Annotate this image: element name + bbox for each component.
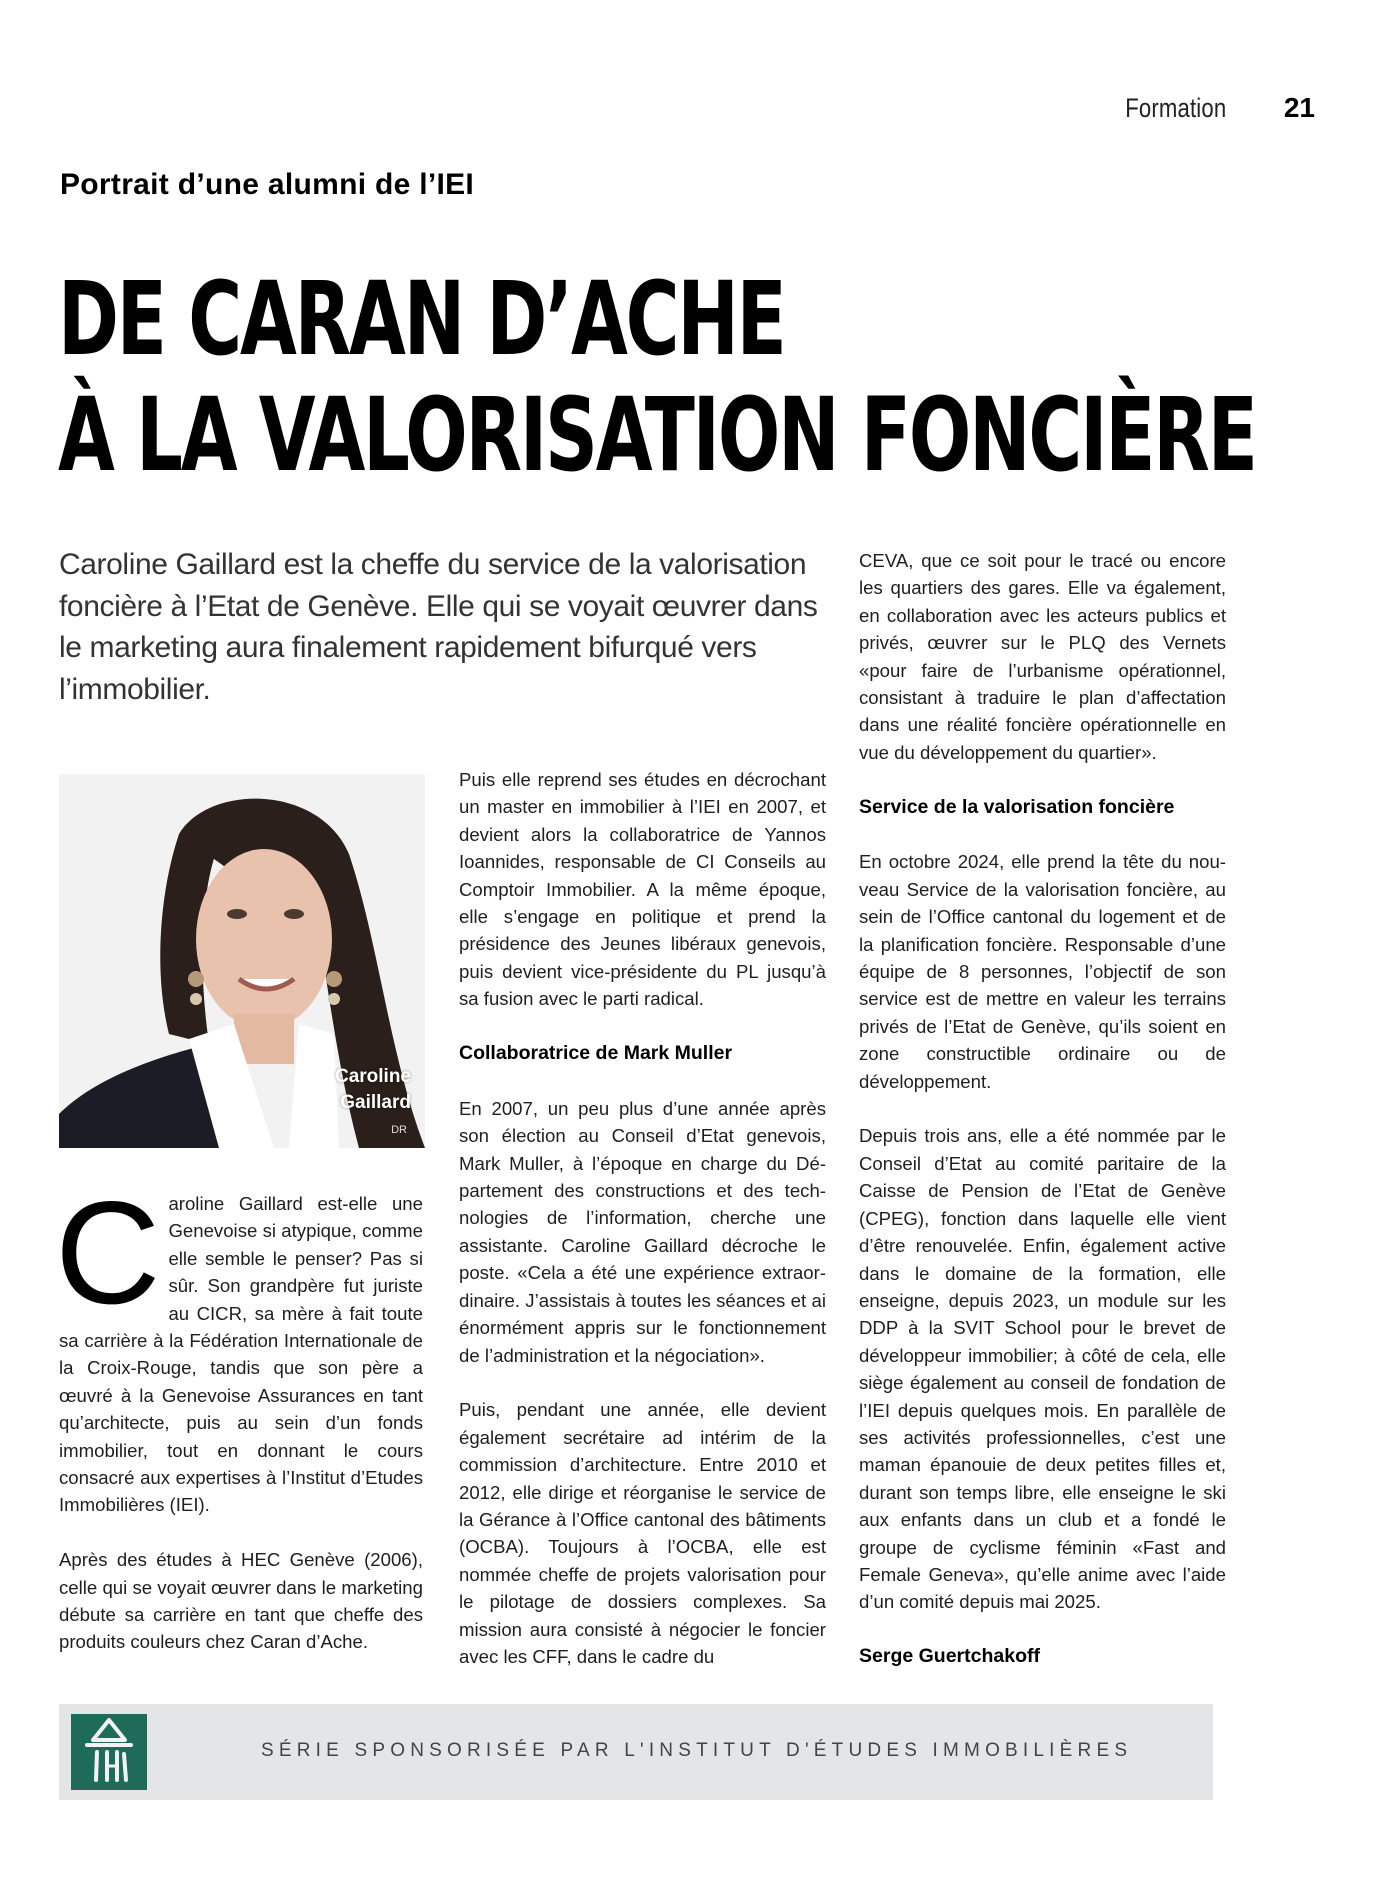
column1-paragraph-2: Après des études à HEC Genève (2006), celle qui se voyait œuvrer dans le marketing débute sa carrière en tant que cheffe des produits couleurs chez Caran d’Ache.	[59, 1549, 423, 1653]
subhead-mark-muller: Collaboratrice de Mark Muller	[459, 1042, 733, 1065]
page-number: 21	[1283, 92, 1315, 123]
article-kicker: Portrait d’une alumni de l’IEI	[60, 168, 475, 201]
headline-line-2: À LA VALORISATION FONCIÈRE	[58, 376, 1256, 495]
column3-paragraph-2: En octobre 2024, elle prend la tête du nouveau Service de la valorisation foncière, au sein de l’Office cantonal du logement et de la planification foncière. Responsable d’une équipe de 8 personnes, l’objectif de son service est de mettre en valeur les terrains privés de l’Etat de Genève, qu’ils soient en zone constructible ordinaire ou de développement.	[859, 851, 1226, 1092]
sponsor-band	[59, 1704, 1213, 1800]
drop-cap: C	[55, 1171, 161, 1334]
headline-line-1: DE CARAN D’ACHE	[58, 260, 785, 379]
photo-credit: DR	[391, 1124, 407, 1136]
column1-paragraph-1	[55, 1171, 423, 1519]
column2-paragraph-2: En 2007, un peu plus d’une année après son élection au Conseil d’Etat genevois, Mark Muller, à l’époque en charge du Département des constructions et des technologies de l’information, cherche une assistante. Caroline Gaillard décroche le poste. «Cela a été une expérience extraordinaire. J’assistais à toutes les séances et ai énormément appris sur le fonctionnement de l’administration et la négociation».	[459, 1097, 826, 1366]
photo-caption	[335, 1064, 411, 1116]
portrait-photo	[59, 774, 425, 1148]
article-column-2	[459, 766, 826, 1698]
caption-first-name: Caroline	[334, 1066, 411, 1087]
article-lead: Caroline Gaillard est la cheffe du service de la valorisation foncière à l’Etat de Genève. Elle qui se voyait œuvrer dans le marketing aura finalement rapidement bifurqué vers l’immobilier.	[59, 548, 818, 706]
caption-last-name: Gaillard	[340, 1092, 411, 1113]
iei-logo-mark	[71, 1714, 147, 1790]
section-name: Formation	[1124, 93, 1226, 123]
running-head	[1103, 92, 1316, 124]
sponsor-text: SÉRIE SPONSORISÉE PAR L'INSTITUT D'ÉTUDES IMMOBILIÈRES	[261, 1740, 1133, 1761]
subhead-service: Service de la valorisation foncière	[859, 795, 1175, 818]
article-headline	[58, 262, 1256, 494]
column3-paragraph-3: Depuis trois ans, elle a été nommée par le Conseil d’Etat au comité paritaire de la Caisse de Pension de l’Etat de Genève (CPEG), fonction dans laquelle elle vient d’être renouvelée. Enfin, également active dans le domaine de la formation, elle enseigne, depuis 2023, un module sur les DDP à la SVIT School pour le brevet de développeur immobilier; à côté de cela, elle siège également au conseil de fondation de l’IEI depuis quelques mois. En parallèle de ses activités professionnelles, c’est une maman épanouie de deux petites filles et, durant son temps libre, elle enseigne le ski aux enfants dans un club et a fondé le groupe de cyclisme féminin «Fast and Female Geneva», qu’elle anime avec l’aide d’un comité depuis mai 2025.	[859, 1125, 1226, 1613]
iei-logo-icon	[71, 1714, 147, 1790]
article-column-1	[55, 1171, 423, 1683]
column2-paragraph-3: Puis, pendant une année, elle devient également secrétaire ad intérim de la commission d’architecture. Entre 2010 et 2012, elle dirige et réorganise le service de la Gérance à l’Office cantonal des bâtiments (OCBA). Toujours à l’OCBA, elle est nommée cheffe de projets valorisation pour le pilotage de dossiers complexes. Sa mission aura consisté à négocier le foncier avec les CFF, dans le cadre du	[459, 1399, 826, 1667]
author-byline: Serge Guertchakoff	[859, 1645, 1040, 1668]
column1-paragraph-1-text: aroline Gaillard est-elle une Genevoise si atypique, comme elle semble le penser? Pas si sûr. Son grandpère fut juriste au CICR, sa mère à fait toute sa carrière à la Fédération Internationale de la Croix-Rouge, tandis que son père a œuvré à la Genevoise Assurances en tant qu’architecte, puis au sein d’un fonds immobilier, tout en donnant le cours consacré aux expertises à l’Institut d’Etudes Immobilières (IEI).	[59, 1193, 423, 1516]
article-column-3	[859, 547, 1226, 1671]
column3-paragraph-1: CEVA, que ce soit pour le tracé ou encore les quartiers des gares. Elle va également, en collaboration avec les acteurs publics et privés, œuvrer sur le PLQ des Vernets «pour faire de l’urbanisme opérationnel, consistant à traduire le plan d’affectation dans une réalité foncière opérationnelle en vue du développement du quartier».	[859, 550, 1226, 763]
column2-paragraph-1: Puis elle reprend ses études en décrochant un master en immobilier à l’IEI en 2007, et devient alors la collaboratrice de Yannos Ioannides, responsable de CI Conseils au Comptoir Immobilier. A la même époque, elle s’engage en politique et prend la présidence des Jeunes libéraux genevois, puis devient vice-présidente du PL jusqu’à sa fusion avec le parti radical.	[459, 769, 826, 1010]
